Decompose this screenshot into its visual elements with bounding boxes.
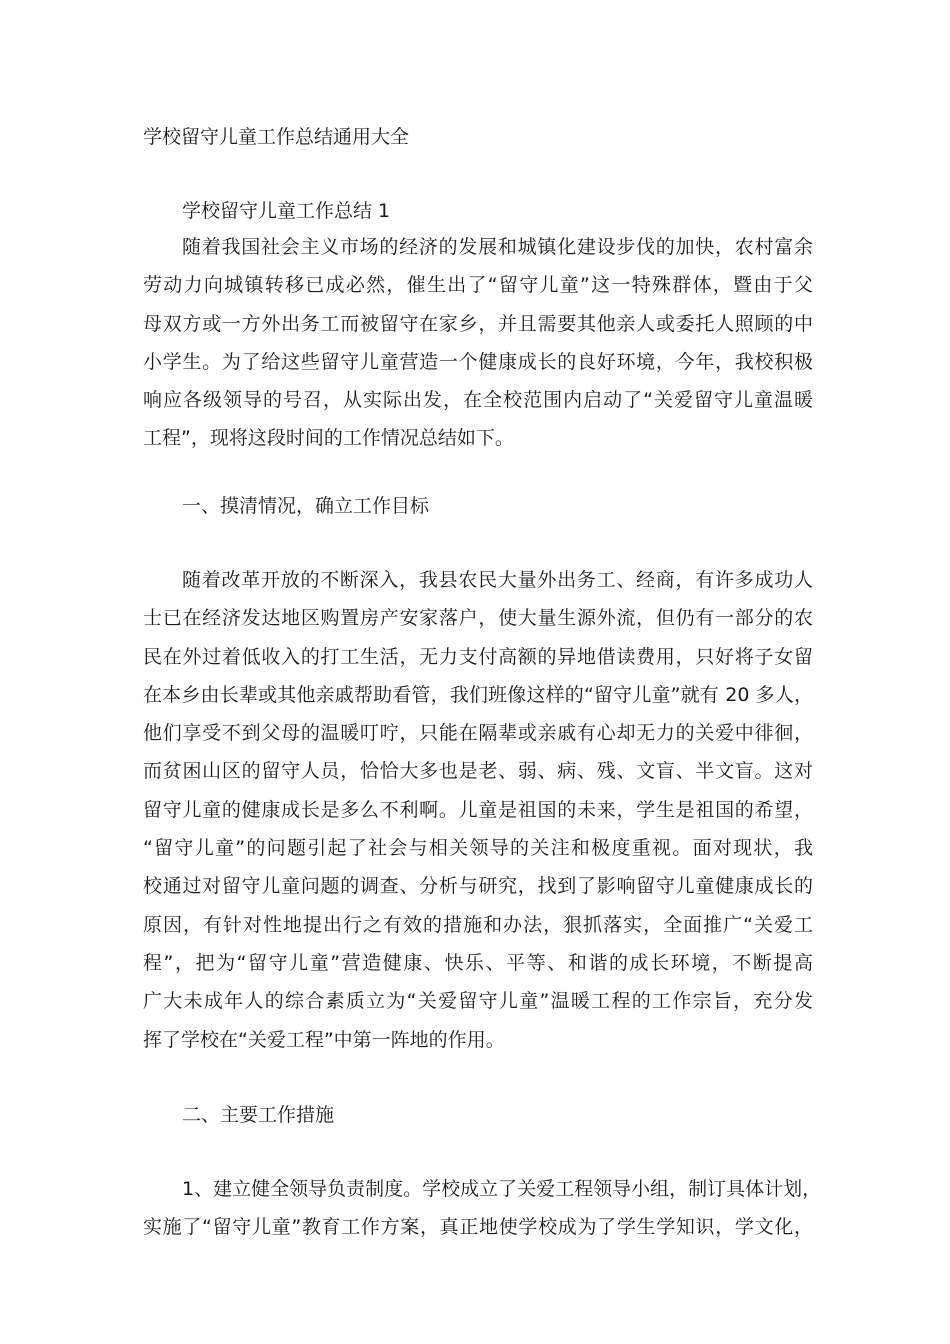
paragraph-line: 母双方或一方外出务工而被留守在家乡，并且需要其他亲人或委托人照顾的中: [143, 312, 813, 335]
paragraph-line: 小学生。为了给这些留守儿童营造一个健康成长的良好环境，今年，我校积极: [143, 350, 813, 373]
paragraph-line: 校通过对留守儿童问题的调查、分析与研究，找到了影响留守儿童健康成长的: [143, 875, 813, 898]
paragraph-line: 1、建立健全领导负责制度。学校成立了关爱工程领导小组，制订具体计划，: [182, 1178, 822, 1200]
paragraph-line: 响应各级领导的号召，从实际出发，在全校范围内启动了“关爱留守儿童温暖: [143, 389, 813, 412]
document-title: 学校留守儿童工作总结通用大全: [143, 126, 410, 148]
intro-paragraph: [143, 228, 813, 458]
paragraph-line: 他们享受不到父母的温暖叮咛，只能在隔辈或亲戚有心却无力的关爱中徘徊，: [143, 722, 813, 745]
paragraph-line: 士已在经济发达地区购置房产安家落户，使大量生源外流，但仍有一部分的农: [143, 607, 813, 630]
document-subtitle: 学校留守儿童工作总结 1: [182, 200, 391, 222]
section1-paragraph: [143, 561, 813, 1059]
paragraph-line: 程”，把为“留守儿童”营造健康、快乐、平等、和谐的成长环境，不断提高: [143, 951, 813, 974]
section-heading-2: 二、主要工作措施: [182, 1104, 335, 1126]
paragraph-line: 实施了“留守儿童”教育工作方案，真正地使学校成为了学生学知识，学文化，: [143, 1216, 813, 1239]
paragraph-line: 挥了学校在“关爱工程”中第一阵地的作用。: [143, 1028, 505, 1051]
paragraph-line: 随着我国社会主义市场的经济的发展和城镇化建设步伐的加快，农村富余: [182, 236, 813, 258]
paragraph-line: “留守儿童”的问题引起了社会与相关领导的关注和极度重视。面对现状，我: [143, 837, 813, 860]
paragraph-line: 民在外过着低收入的打工生活，无力支付高额的异地借读费用，只好将子女留: [143, 645, 813, 668]
section2-paragraph: [143, 1170, 822, 1247]
paragraph-line: 而贫困山区的留守人员，恰恰大多也是老、弱、病、残、文盲、半文盲。这对: [143, 760, 813, 783]
paragraph-line: 广大未成年人的综合素质立为“关爱留守儿童”温暖工程的工作宗旨，充分发: [143, 990, 813, 1013]
paragraph-line: 留守儿童的健康成长是多么不利啊。儿童是祖国的未来，学生是祖国的希望，: [143, 798, 813, 821]
paragraph-line: 原因，有针对性地提出行之有效的措施和办法，狠抓落实，全面推广“关爱工: [143, 913, 813, 936]
paragraph-line: 劳动力向城镇转移已成必然，催生出了“留守儿童”这一特殊群体，暨由于父: [143, 274, 813, 297]
paragraph-line: 工程”，现将这段时间的工作情况总结如下。: [143, 427, 514, 450]
paragraph-line: 随着改革开放的不断深入，我县农民大量外出务工、经商，有许多成功人: [182, 569, 813, 591]
section-heading-1: 一、摸清情况，确立工作目标: [182, 495, 430, 517]
paragraph-line: 在本乡由长辈或其他亲戚帮助看管，我们班像这样的“留守儿童”就有 20 多人，: [143, 683, 813, 706]
